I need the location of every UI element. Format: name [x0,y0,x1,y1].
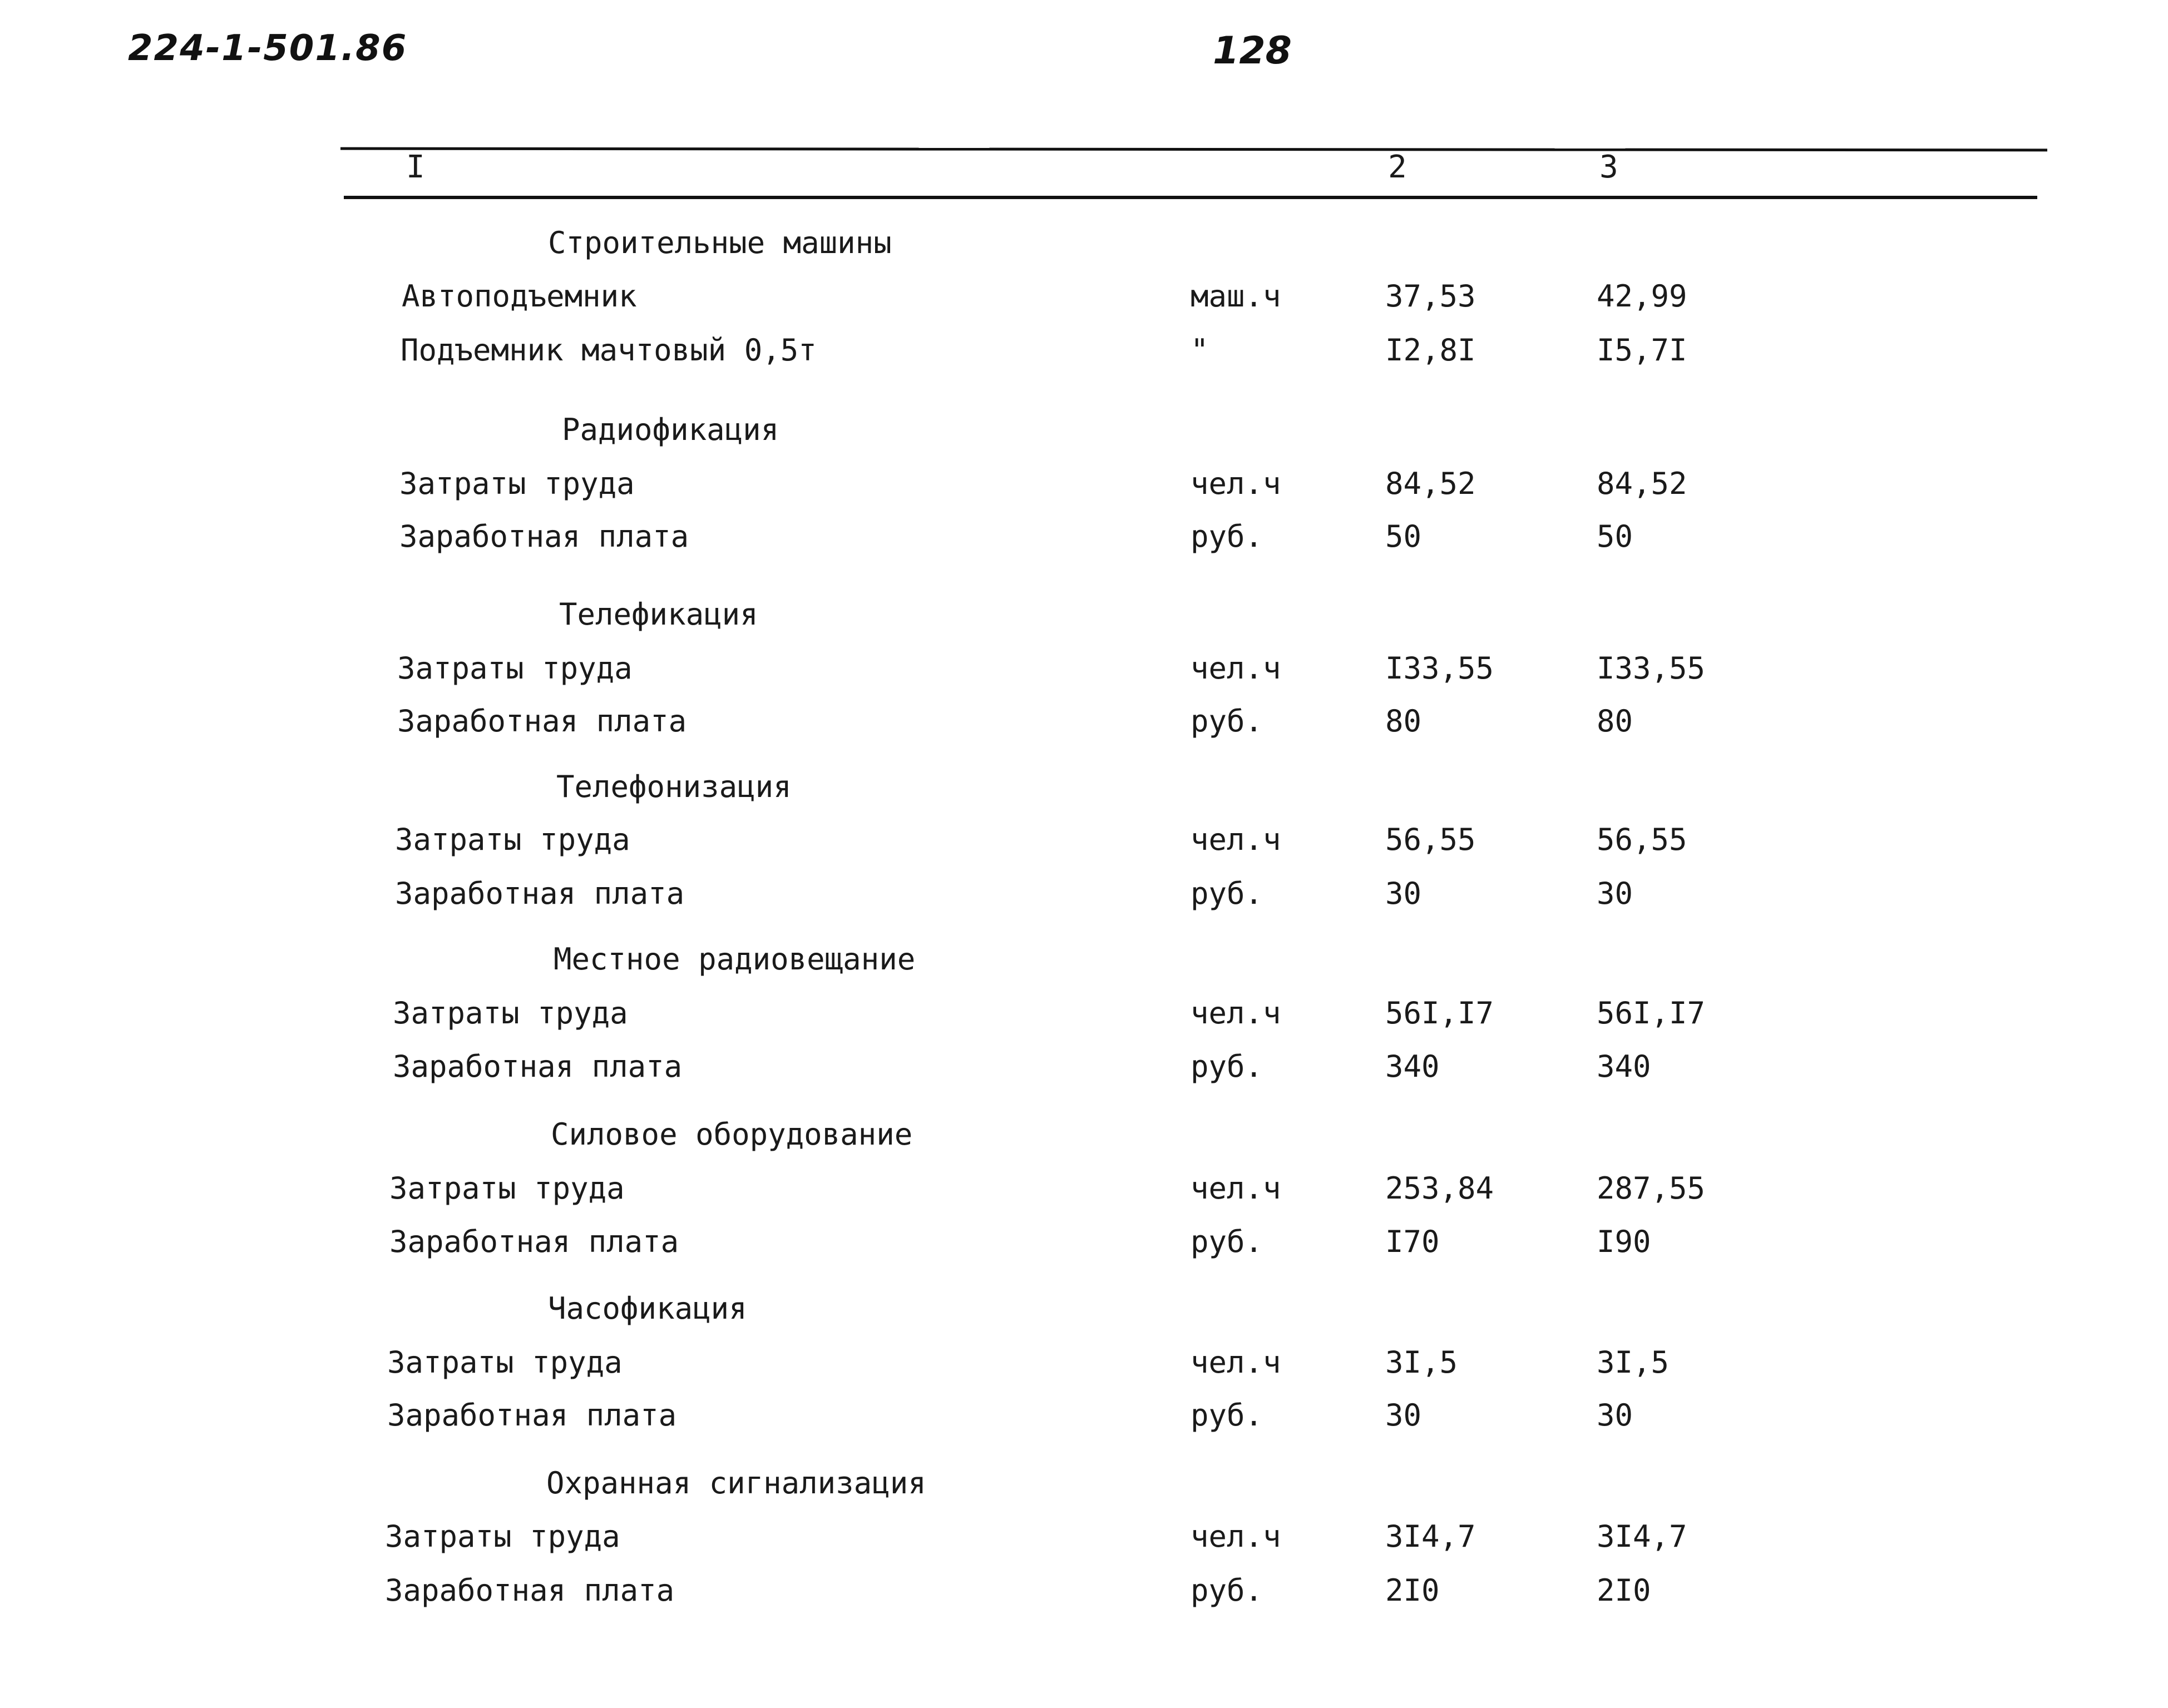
column-number-3: 3 [1599,149,1618,185]
table-row [0,271,2168,321]
row-value-col3: I33,55 [1597,651,1706,686]
table-row [0,1164,2168,1214]
row-value-col3: I5,7I [1597,333,1687,368]
row-name: Заработная плата [397,704,687,739]
row-unit: чел.ч [1191,1345,1281,1380]
row-name: Заработная плата [387,1398,677,1433]
row-unit: руб. [1191,876,1263,911]
row-value-col2: 2I0 [1385,1573,1440,1608]
row-value-col2: I33,55 [1385,651,1494,686]
table-row [0,1566,2168,1616]
section-title: Силовое оборудование [551,1117,913,1152]
column-number-2: 2 [1388,149,1407,185]
row-unit: чел.ч [1191,1519,1281,1554]
row-unit: руб. [1191,1049,1263,1084]
row-name: Затраты труда [397,651,633,686]
row-name: Затраты труда [393,996,628,1031]
row-unit: маш.ч [1191,279,1281,314]
row-value-col3: 340 [1597,1049,1651,1084]
table-row [0,1390,2168,1440]
row-value-col3: I90 [1597,1224,1651,1259]
row-name: Затраты труда [395,822,630,857]
page-number: 128 [1213,29,1292,73]
table-header-rule [344,196,2037,199]
table-row [0,1042,2168,1092]
column-number-1: I [406,149,425,185]
row-value-col2: 56I,I7 [1385,996,1494,1031]
row-value-col3: 3I,5 [1597,1345,1670,1380]
section-title: Телефикация [559,597,758,632]
row-value-col2: 253,84 [1385,1171,1494,1206]
row-value-col3: 30 [1597,876,1633,911]
table-row [0,512,2168,562]
row-unit: чел.ч [1191,822,1281,857]
row-name: Заработная плата [399,519,689,554]
row-name: Затраты труда [385,1519,620,1554]
row-value-col2: 56,55 [1385,822,1476,857]
row-unit: чел.ч [1191,1171,1281,1206]
row-unit: руб. [1191,1573,1263,1608]
row-value-col2: I70 [1385,1224,1440,1259]
row-value-col3: 3I4,7 [1597,1519,1687,1554]
row-value-col2: 3I4,7 [1385,1519,1476,1554]
section-title: Телефонизация [556,769,792,804]
row-value-col2: 340 [1385,1049,1440,1084]
section-title: Строительные машины [548,225,892,260]
row-value-col3: 30 [1597,1398,1633,1433]
row-value-col2: 37,53 [1385,279,1476,314]
row-name: Заработная плата [393,1049,683,1084]
row-value-col3: 50 [1597,519,1633,554]
row-unit: чел.ч [1191,651,1281,686]
section-title: Часофикация [548,1291,747,1326]
row-value-col2: 30 [1385,1398,1422,1433]
row-value-col2: 80 [1385,704,1422,739]
row-name: Затраты труда [387,1345,623,1380]
row-name: Автоподъемник [402,279,637,314]
row-unit: " [1191,333,1209,368]
section-title: Радиофикация [562,412,779,447]
row-unit: чел.ч [1191,996,1281,1031]
row-name: Затраты труда [399,466,635,501]
row-name: Заработная плата [385,1573,675,1608]
row-name: Затраты труда [389,1171,625,1206]
row-value-col3: 56I,I7 [1597,996,1706,1031]
table-top-rule [340,147,2047,152]
row-value-col3: 287,55 [1597,1171,1706,1206]
row-unit: руб. [1191,1224,1263,1259]
table-row [0,1512,2168,1562]
row-value-col3: 80 [1597,704,1633,739]
section-title: Охранная сигнализация [546,1466,926,1501]
row-name: Подъемник мачтовый 0,5т [401,333,817,368]
row-value-col2: 3I,5 [1385,1345,1458,1380]
row-value-col3: 42,99 [1597,279,1687,314]
row-value-col2: 84,52 [1385,466,1476,501]
row-unit: руб. [1191,704,1263,739]
table-row [0,1338,2168,1388]
row-value-col3: 2I0 [1597,1573,1651,1608]
table-row [0,988,2168,1038]
row-value-col3: 84,52 [1597,466,1687,501]
row-name: Заработная плата [395,876,685,911]
row-unit: чел.ч [1191,466,1281,501]
table-row [0,459,2168,509]
table-row [0,815,2168,865]
row-name: Заработная плата [389,1224,679,1259]
document-code: 224-1-501.86 [128,28,408,69]
row-value-col2: 50 [1385,519,1422,554]
section-title: Местное радиовещание [554,942,916,977]
row-value-col2: I2,8I [1385,333,1476,368]
table-row [0,325,2168,375]
table-row [0,643,2168,694]
row-value-col3: 56,55 [1597,822,1687,857]
row-unit: руб. [1191,1398,1263,1433]
table-row [0,869,2168,919]
table-row [0,1217,2168,1267]
row-value-col2: 30 [1385,876,1422,911]
row-unit: руб. [1191,519,1263,554]
table-row [0,696,2168,746]
